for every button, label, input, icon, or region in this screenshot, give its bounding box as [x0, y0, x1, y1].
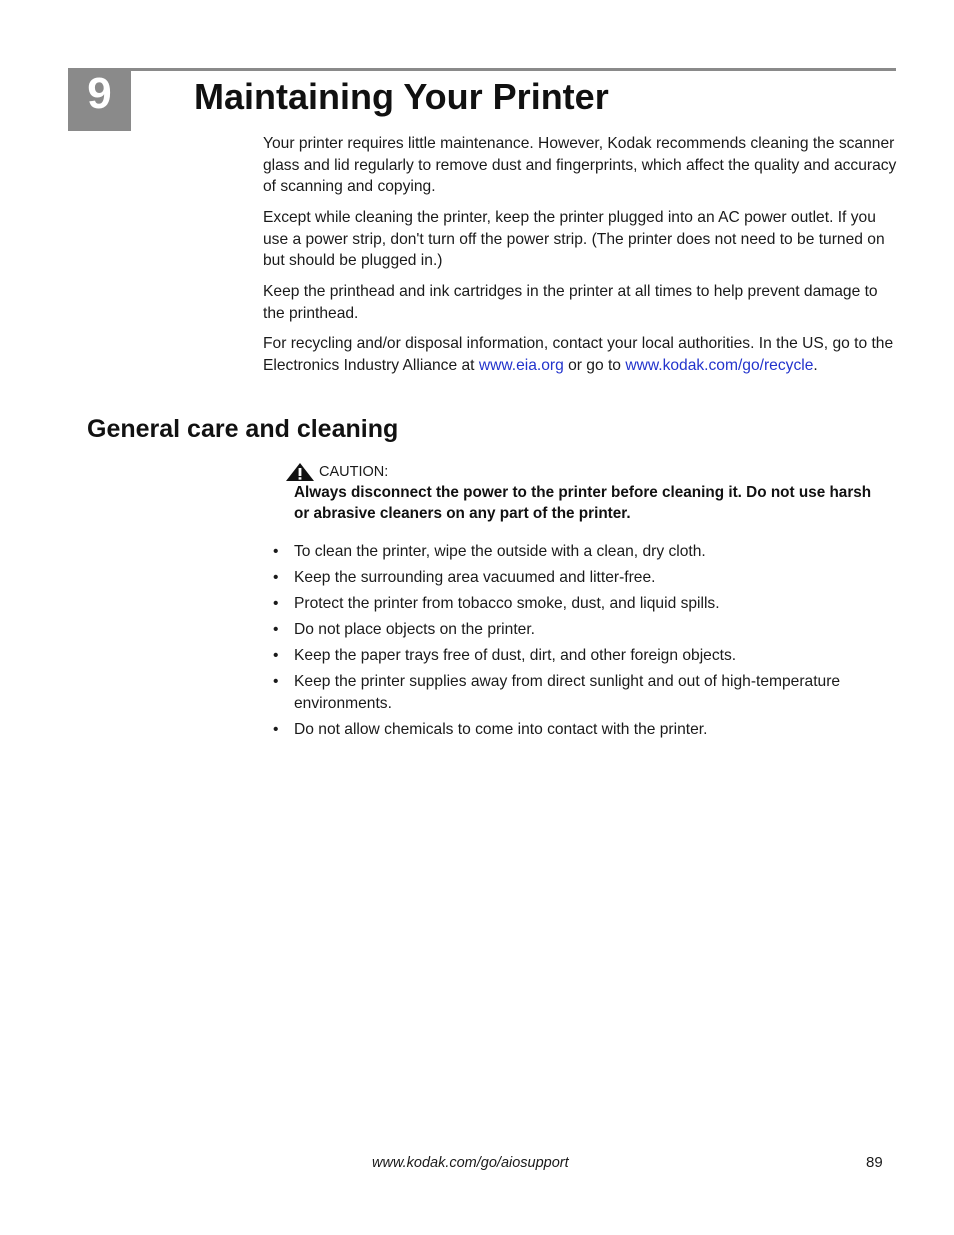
list-item: • Protect the printer from tobacco smoke, dust, and liquid spills.	[273, 594, 720, 612]
intro-paragraph-3: Keep the printhead and ink cartridges in the printer at all times to help prevent damage to the printhead.	[263, 283, 878, 322]
recycling-text-end: .	[813, 356, 818, 374]
caution-text: Always disconnect the power to the printer before cleaning it. Do not use harsh or abrasive cleaners on any part of the printer.	[294, 484, 872, 522]
intro-paragraph-2: Except while cleaning the printer, keep the printer plugged into an AC power outlet. If you use a power strip, don't turn off the power strip. (The printer does not need to be turned on but should be plugged in.)	[263, 209, 885, 270]
section-title: General care and cleaning	[87, 415, 399, 443]
caution-block	[285, 462, 885, 524]
warning-triangle-icon	[285, 462, 315, 482]
eia-link[interactable]: www.eia.org	[478, 356, 564, 374]
care-list	[273, 541, 899, 744]
chapter-rule	[131, 68, 896, 71]
footer-url: www.kodak.com/go/aiosupport	[372, 1155, 569, 1171]
recycling-text: For recycling and/or disposal information, contact your local authorities. In the US, go to the Electronics Industry Alliance at	[263, 335, 894, 374]
list-item: • Keep the surrounding area vacuumed and litter-free.	[273, 568, 656, 586]
recycling-text-middle: or go to	[563, 356, 626, 374]
chapter-number: 9	[87, 69, 112, 118]
list-item: • Keep the printer supplies away from direct sunlight and out of high-temperature environments.	[273, 672, 841, 712]
page-title: Maintaining Your Printer	[194, 76, 609, 117]
intro-paragraph-1: Your printer requires little maintenance. However, Kodak recommends cleaning the scanner glass and lid regularly to remove dust and fingerprints, which affect the quality and accuracy of scanning and copying.	[263, 135, 897, 196]
page-number: 89	[866, 1154, 883, 1171]
caution-header	[285, 462, 885, 482]
list-item: • Do not place objects on the printer.	[273, 620, 535, 638]
kodak-recycle-link[interactable]: www.kodak.com/go/recycle	[625, 356, 814, 374]
list-item: • Do not allow chemicals to come into contact with the printer.	[273, 720, 708, 738]
list-item: • Keep the paper trays free of dust, dirt, and other foreign objects.	[273, 646, 737, 664]
caution-label: CAUTION:	[319, 464, 389, 480]
list-item: • To clean the printer, wipe the outside with a clean, dry cloth.	[273, 543, 706, 560]
chapter-number-box	[68, 68, 131, 131]
intro-paragraph-4	[263, 333, 899, 376]
